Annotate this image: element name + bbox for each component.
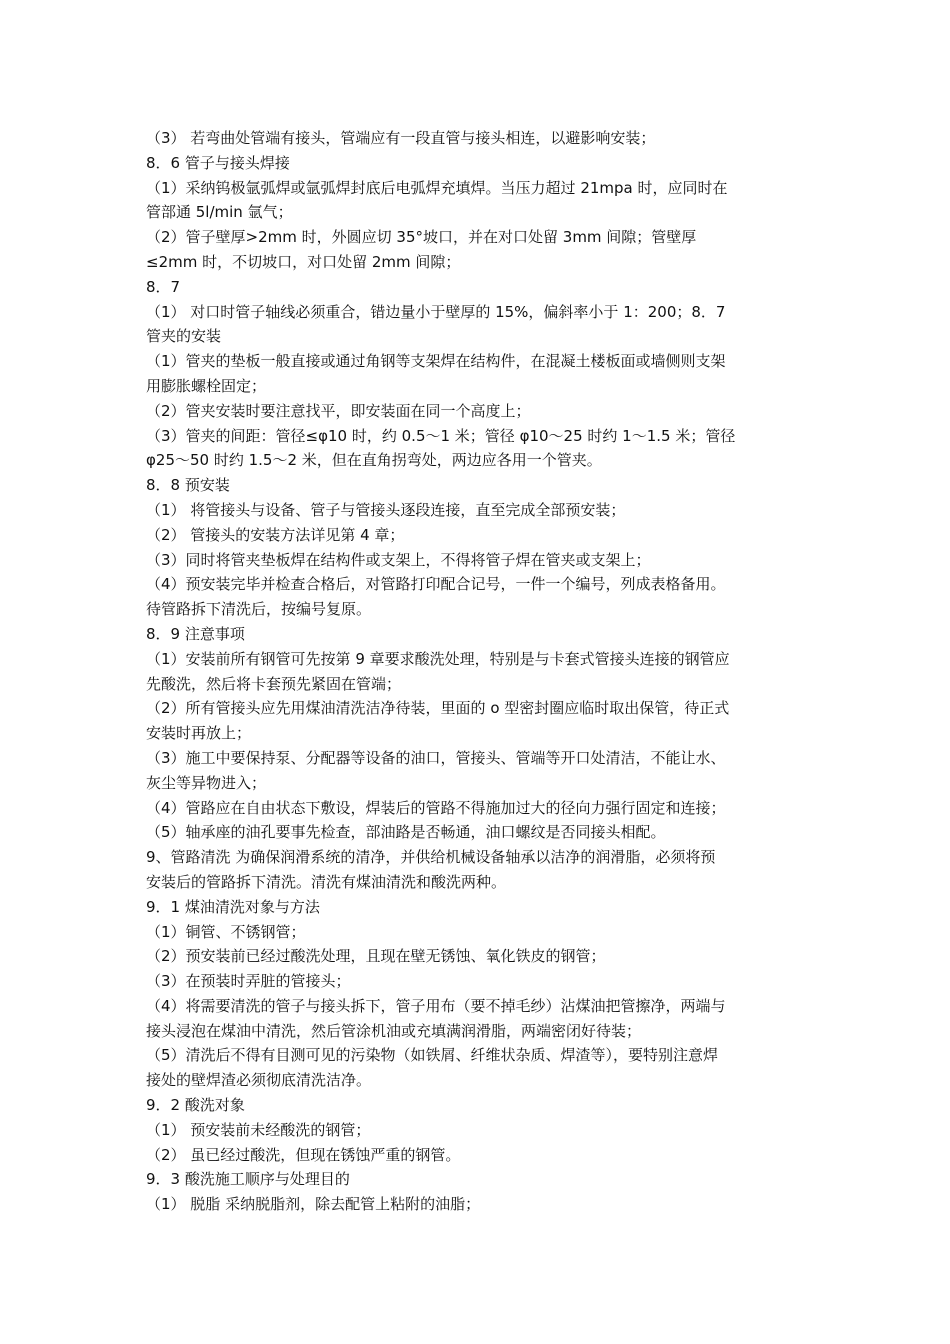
text-line: （1） 将管接头与设备、管子与管接头逐段连接，直至完成全部预安装；: [146, 500, 626, 519]
text-line: 安装时再放上；: [146, 724, 252, 743]
text-line: （1）采纳钨极氩弧焊或氩弧焊封底后电弧焊充填焊。当压力超过 21mpa 时，应同时在: [146, 178, 728, 197]
section-heading: 9．3 酸洗施工顺序与处理目的: [146, 1170, 350, 1189]
text-line: （5）清洗后不得有目测可见的污染物（如铁屑、纤维状杂质、焊渣等），要特别注意焊: [146, 1046, 719, 1065]
text-line: （3） 若弯曲处管端有接头，管端应有一段直管与接头相连，以避影响安装；: [146, 129, 656, 147]
section-heading: 9．1 煤油清洗对象与方法: [146, 897, 320, 916]
section-heading: 8．9 注意事项: [146, 624, 245, 643]
document-body: [146, 126, 806, 1217]
text-line: ≤2mm 时，不切坡口，对口处留 2mm 间隙；: [146, 252, 461, 271]
section-heading: 8．6 管子与接头焊接: [146, 153, 290, 172]
text-line: （2） 虽已经过酸洗，但现在锈蚀严重的钢管。: [146, 1145, 461, 1164]
text-line: 安装后的管路拆下清洗。清洗有煤油清洗和酸洗两种。: [146, 872, 507, 891]
text-line: 管部通 5l/min 氩气；: [146, 203, 293, 222]
text-line: （4）预安装完毕并检查合格后，对管路打印配合记号，一件一个编号，列成表格备用。: [146, 575, 726, 594]
text-line: （1）安装前所有钢管可先按第 9 章要求酸洗处理，特别是与卡套式管接头连接的钢管应: [146, 649, 730, 668]
text-line: （4）将需要清洗的管子与接头拆下，管子用布（要不掉毛纱）沾煤油把管擦净，两端与: [146, 996, 726, 1015]
text-line: 待管路拆下清洗后，按编号复原。: [146, 600, 372, 619]
text-line: 接头浸泡在煤油中清洗，然后管涂机油或充填满润滑脂，两端密闭好待装；: [146, 1021, 642, 1040]
text-line: （2）管夹安装时要注意找平，即安装面在同一个高度上；: [146, 401, 531, 420]
text-line: （3）在预装时弄脏的管接头；: [146, 972, 351, 991]
text-line: （3）同时将管夹垫板焊在结构件或支架上，不得将管子焊在管夹或支架上；: [146, 550, 651, 569]
section-heading: 8．8 预安装: [146, 476, 230, 495]
text-line: （2）管子壁厚>2mm 时，外圆应切 35°坡口，并在对口处留 3mm 间隙；管壁厚: [146, 228, 697, 247]
text-line: 灰尘等异物进入；: [146, 773, 267, 792]
text-line: （5）轴承座的油孔要事先检查，部油路是否畅通，油口螺纹是否同接头相配。: [146, 823, 666, 842]
text-line: （2）所有管接头应先用煤油清洗洁净待装，里面的 o 型密封圈应临时取出保管，待正式: [146, 699, 730, 718]
text-line: 用膨胀螺栓固定；: [146, 376, 267, 395]
text-line: （3）管夹的间距：管径≤φ10 时，约 0.5～1 米；管径 φ10～25 时约 1～1.5 米；管径: [146, 426, 736, 445]
text-line: φ25～50 时约 1.5～2 米，但在直角拐弯处，两边应各用一个管夹。: [146, 451, 602, 470]
section-heading: 9．2 酸洗对象: [146, 1096, 245, 1115]
section-heading: 9、管路清洗 为确保润滑系统的清净，并供给机械设备轴承以洁净的润滑脂，必须将预: [146, 848, 716, 867]
section-heading: 8．7: [146, 277, 181, 296]
section-heading: 管夹的安装: [146, 327, 222, 346]
text-line: （1）管夹的垫板一般直接或通过角钢等支架焊在结构件，在混凝土楼板面或墙侧则支架: [146, 352, 726, 371]
text-line: （1） 对口时管子轴线必须重合，错边量小于壁厚的 15%，偏斜率小于 1：200；8．7: [146, 302, 726, 321]
text-line: （1）铜管、不锈钢管；: [146, 922, 306, 941]
text-line: 先酸洗，然后将卡套预先紧固在管端；: [146, 674, 402, 693]
text-line: （1） 预安装前未经酸洗的钢管；: [146, 1120, 371, 1139]
text-line: （1） 脱脂 采纳脱脂剂，除去配管上粘附的油脂；: [146, 1195, 481, 1214]
text-line: （4）管路应在自由状态下敷设，焊装后的管路不得施加过大的径向力强行固定和连接；: [146, 798, 726, 817]
text-line: 接处的壁焊渣必须彻底清洗洁净。: [146, 1071, 372, 1090]
text-line: （2） 管接头的安装方法详见第 4 章；: [146, 525, 405, 544]
text-line: （3）施工中要保持泵、分配器等设备的油口，管接头、管端等开口处清洁，不能让水、: [146, 748, 726, 767]
text-line: （2）预安装前已经过酸洗处理，且现在壁无锈蚀、氧化铁皮的钢管；: [146, 947, 606, 966]
